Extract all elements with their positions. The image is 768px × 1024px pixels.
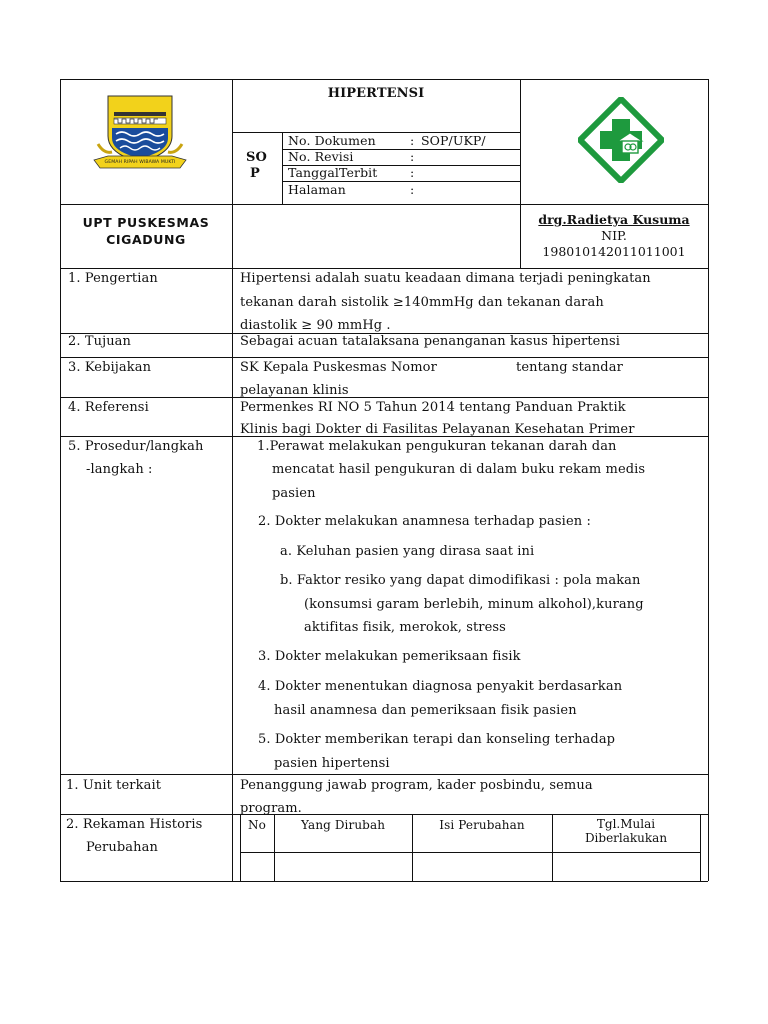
meta-sep: : bbox=[410, 182, 415, 197]
section-label-prosedur-cont: -langkah : bbox=[86, 462, 153, 477]
procedure-substep: (konsumsi garam berlebih, minum alkohol),kurang bbox=[304, 597, 644, 612]
procedure-step: 4. Dokter menentukan diagnosa penyakit berdasarkan bbox=[258, 679, 623, 694]
referensi-text: Klinis bagi Dokter di Fasilitas Pelayanan Kesehatan Primer bbox=[240, 422, 635, 437]
meta-sep: : bbox=[410, 149, 415, 164]
history-col-effective-date-line2: Diberlakukan bbox=[584, 831, 668, 845]
city-emblem-logo bbox=[88, 92, 188, 176]
meta-label: TanggalTerbit bbox=[288, 165, 378, 180]
procedure-step: hasil anamnesa dan pemeriksaan fisik pasien bbox=[274, 703, 577, 718]
procedure-substep: aktifitas fisik, merokok, stress bbox=[304, 620, 506, 635]
border-top bbox=[60, 79, 708, 80]
section-label-rekaman: 2. Rekaman Historis bbox=[66, 817, 203, 832]
procedure-step: pasien hipertensi bbox=[274, 756, 390, 771]
org-name-line1: UPT PUSKESMAS bbox=[82, 215, 210, 230]
org-name-line2: CIGADUNG bbox=[106, 232, 186, 247]
procedure-step: 2. Dokter melakukan anamnesa terhadap pasien : bbox=[258, 514, 591, 529]
logo-motto: GEMAH RIPAH WIBAWA MUKTI bbox=[104, 160, 176, 165]
unit-terkait-text: program. bbox=[240, 801, 302, 816]
pengertian-text: diastolik ≥ 90 mmHg . bbox=[240, 318, 391, 333]
section-label-rekaman-cont: Perubahan bbox=[86, 840, 158, 855]
procedure-step: 3. Dokter melakukan pemeriksaan fisik bbox=[258, 649, 521, 664]
procedure-step: pasien bbox=[272, 486, 316, 501]
divider bbox=[700, 814, 701, 881]
procedure-substep: b. Faktor resiko yang dapat dimodifikasi : pola makan bbox=[280, 573, 641, 588]
border-right bbox=[708, 79, 709, 881]
pengertian-text: Hipertensi adalah suatu keadaan dimana terjadi peningkatan bbox=[240, 271, 651, 286]
section-label-prosedur: 5. Prosedur/langkah bbox=[68, 439, 204, 454]
signer-nip: 198010142011011001 bbox=[542, 244, 686, 259]
section-label-unit-terkait: 1. Unit terkait bbox=[66, 778, 162, 793]
sop-label bbox=[246, 150, 267, 182]
procedure-step: mencatat hasil pengukuran di dalam buku rekam medis bbox=[272, 462, 646, 477]
org-name bbox=[60, 214, 232, 248]
meta-value: SOP/UKP/ bbox=[421, 133, 486, 148]
kebijakan-text: tentang standar bbox=[516, 360, 623, 375]
divider bbox=[240, 852, 700, 853]
border-left bbox=[60, 79, 61, 881]
tujuan-text: Sebagai acuan tatalaksana penanganan kasus hipertensi bbox=[240, 334, 620, 349]
history-col-content: Isi Perubahan bbox=[439, 818, 525, 832]
signer-name: drg.Radietya Kusuma bbox=[538, 212, 690, 227]
history-col-no: No bbox=[248, 818, 266, 832]
kebijakan-text: SK Kepala Puskesmas Nomor bbox=[240, 360, 437, 375]
section-label-kebijakan: 3. Kebijakan bbox=[68, 360, 152, 375]
kebijakan-text: pelayanan klinis bbox=[240, 383, 349, 398]
divider bbox=[282, 132, 283, 204]
meta-label: Halaman bbox=[288, 182, 346, 197]
history-col-effective-date-line1: Tgl.Mulai bbox=[596, 817, 656, 831]
referensi-text: Permenkes RI NO 5 Tahun 2014 tentang Panduan Praktik bbox=[240, 400, 626, 415]
divider bbox=[232, 79, 233, 268]
procedure-step: 5. Dokter memberikan terapi dan konseling terhadap bbox=[258, 732, 616, 747]
unit-terkait-text: Penanggung jawab program, kader posbindu, semua bbox=[240, 778, 593, 793]
signer-nip-label: NIP. bbox=[601, 228, 627, 243]
puskesmas-logo bbox=[578, 97, 664, 183]
history-col-changed: Yang Dirubah bbox=[300, 818, 386, 832]
section-label-referensi: 4. Referensi bbox=[68, 400, 149, 415]
document-title: HIPERTENSI bbox=[327, 86, 425, 101]
meta-label: No. Revisi bbox=[288, 149, 354, 164]
sop-label-line2: P bbox=[250, 166, 260, 181]
divider bbox=[232, 268, 233, 881]
section-label-pengertian: 1. Pengertian bbox=[68, 271, 158, 286]
signer-block bbox=[520, 212, 708, 260]
meta-label: No. Dokumen bbox=[288, 133, 376, 148]
meta-sep: : bbox=[410, 133, 415, 148]
border-bottom bbox=[60, 881, 708, 882]
sop-label-line1: SO bbox=[246, 150, 267, 165]
history-col-effective-date bbox=[552, 817, 700, 845]
pengertian-text: tekanan darah sistolik ≥140mmHg dan tekanan darah bbox=[240, 295, 604, 310]
procedure-substep: a. Keluhan pasien yang dirasa saat ini bbox=[280, 544, 535, 559]
divider bbox=[60, 204, 708, 205]
meta-sep: : bbox=[410, 165, 415, 180]
procedure-step: 1.Perawat melakukan pengukuran tekanan darah dan bbox=[257, 439, 617, 454]
section-label-tujuan: 2. Tujuan bbox=[68, 334, 132, 349]
